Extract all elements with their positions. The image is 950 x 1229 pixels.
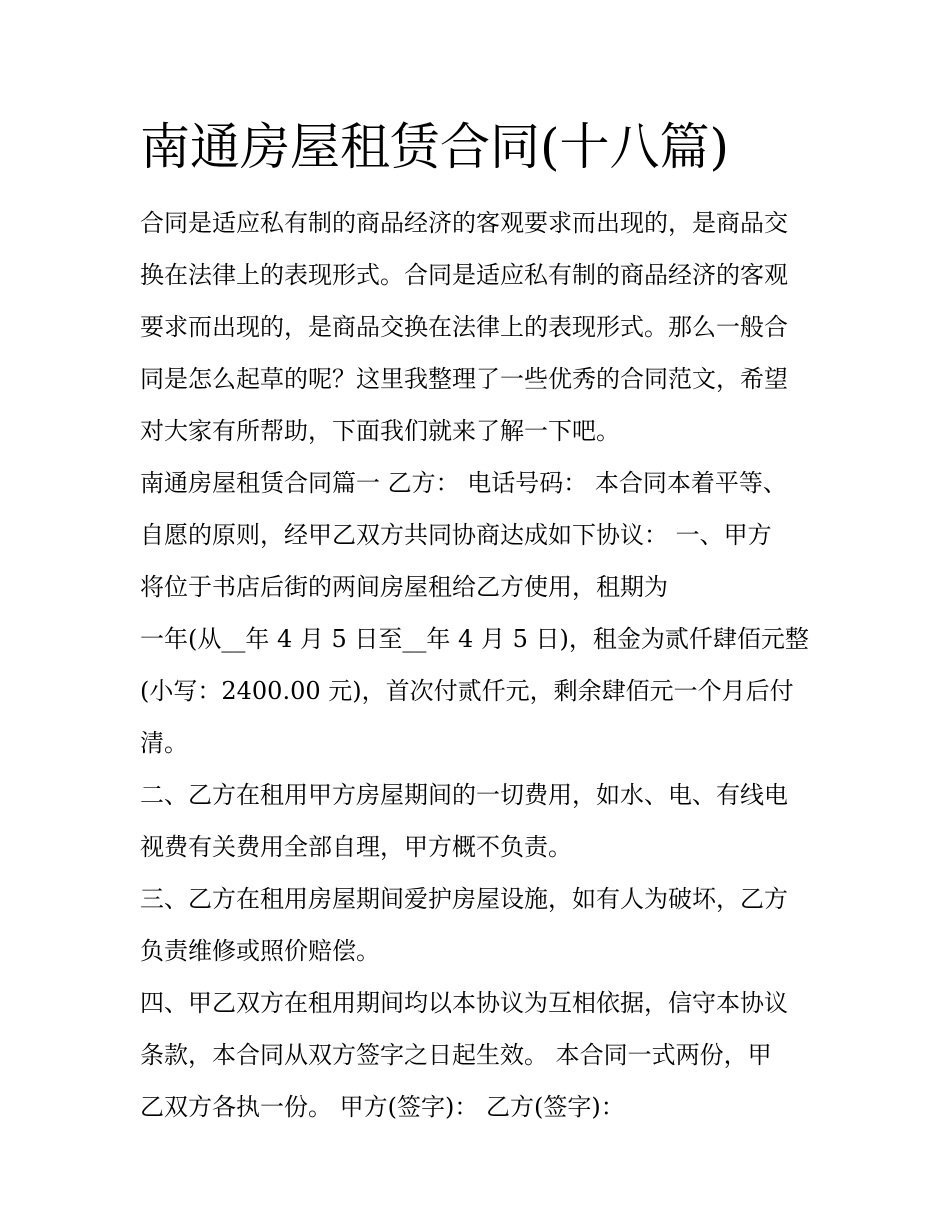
text-line: 一年(从__年 4 月 5 日至__年 4 月 5 日)，租金为贰仟肆佰元整 [140, 625, 809, 653]
text-line: 南通房屋租赁合同篇一 乙方： 电话号码： 本合同本着平等、 [140, 469, 787, 497]
text-line: 二、乙方在租用甲方房屋期间的一切费用，如水、电、有线电 [140, 781, 788, 809]
text-line: (小写：2400.00 元)，首次付贰仟元，剩余肆佰元一个月后付 [140, 677, 794, 705]
text-line: 乙双方各执一份。 甲方(签字)： 乙方(签字)： [140, 1093, 625, 1121]
text-line: 四、甲乙双方在租用期间均以本协议为互相依据，信守本协议 [140, 989, 788, 1017]
text-line: 三、乙方在租用房屋期间爱护房屋设施，如有人为破坏，乙方 [140, 885, 788, 913]
text-line: 条款，本合同从双方签字之日起生效。 本合同一式两份，甲 [140, 1041, 772, 1069]
text-line: 同是怎么起草的呢？这里我整理了一些优秀的合同范文，希望 [140, 365, 788, 393]
text-line: 负责维修或照价赔偿。 [140, 937, 380, 965]
text-line: 对大家有所帮助，下面我们就来了解一下吧。 [140, 417, 620, 445]
text-line: 视费有关费用全部自理，甲方概不负责。 [140, 833, 572, 861]
text-line: 要求而出现的，是商品交换在法律上的表现形式。那么一般合 [140, 313, 788, 341]
text-line: 换在法律上的表现形式。合同是适应私有制的商品经济的客观 [140, 261, 788, 289]
text-line: 自愿的原则，经甲乙双方共同协商达成如下协议： 一、甲方 [140, 521, 772, 549]
document-title: 南通房屋租赁合同(十八篇) [140, 118, 730, 176]
text-line: 合同是适应私有制的商品经济的客观要求而出现的，是商品交 [140, 209, 788, 237]
document-body [140, 197, 820, 1133]
text-line: 清。 [140, 729, 188, 757]
text-line: 将位于书店后街的两间房屋租给乙方使用，租期为 [140, 573, 668, 601]
